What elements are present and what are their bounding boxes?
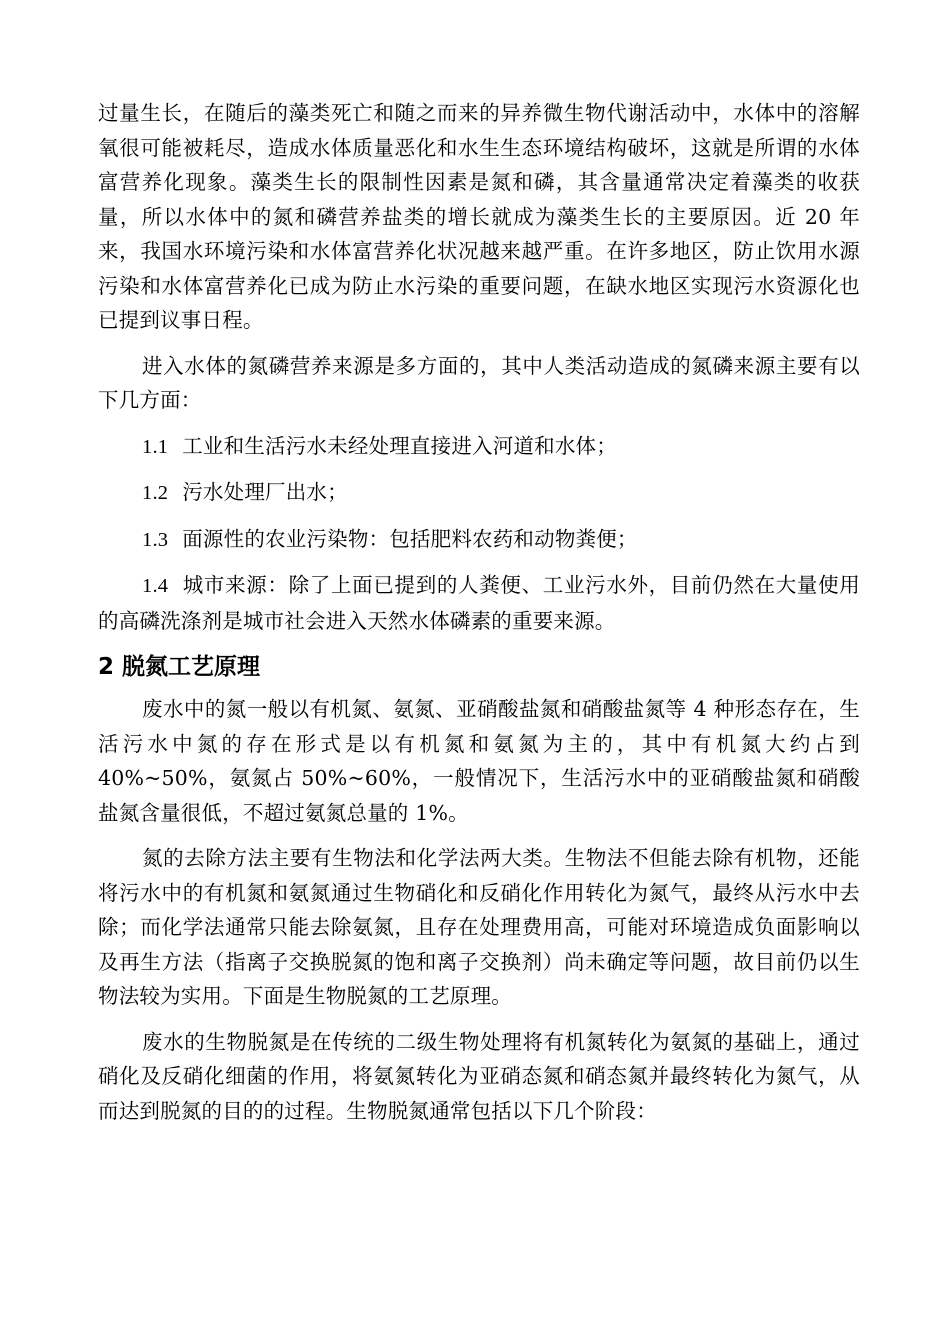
list-item-text: 面源性的农业污染物：包括肥料农药和动物粪便； — [182, 526, 638, 551]
list-item — [98, 522, 860, 558]
biological-denitrification-paragraph: 废水的生物脱氮是在传统的二级生物处理将有机氮转化为氨氮的基础上，通过硝化及反硝化细菌的作用，将氨氮转化为亚硝态氮和硝态氮并最终转化为氮气，从而达到脱氮的目的的过程。生物脱氮通常包括以下几个阶段： — [98, 1029, 860, 1123]
list-item-number: 1.2 — [142, 482, 169, 504]
nitrogen-forms-paragraph: 废水中的氮一般以有机氮、氨氮、亚硝酸盐氮和硝酸盐氮等 4 种形态存在，生活污水中氮的存在形式是以有机氮和氨氮为主的，其中有机氮大约占到 40%~50%，氨氮占 50%~60%，一般情况下，生活污水中的亚硝酸盐氮和硝酸盐氮含量很低，不超过氨氮总量的 1%。 — [98, 697, 860, 825]
document-page — [98, 96, 860, 1139]
list-item-text: 污水处理厂出水； — [182, 480, 348, 504]
list-item — [98, 568, 860, 638]
list-item-text: 工业和生活污水未经处理直接进入河道和水体； — [182, 433, 617, 458]
section-title: 脱氮工艺原理 — [122, 654, 261, 680]
list-item — [98, 475, 860, 511]
list-item — [98, 429, 860, 465]
removal-methods-paragraph: 氮的去除方法主要有生物法和化学法两大类。生物法不但能去除有机物，还能将污水中的有机氮和氨氮通过生物硝化和反硝化作用转化为氮气，最终从污水中去除；而化学法通常只能去除氨氮，且存在处理费用高，可能对环境造成负面影响以及再生方法（指离子交换脱氮的饱和离子交换剂）尚未确定等问题，故目前仍以生物法较为实用。下面是生物脱氮的工艺原理。 — [98, 846, 860, 1008]
list-item-number: 1.4 — [142, 575, 169, 597]
sources-list — [98, 429, 860, 639]
list-item-text: 城市来源：除了上面已提到的人粪便、工业污水外，目前仍然在大量使用的高磷洗涤剂是城市社会进入天然水体磷素的重要来源。 — [98, 573, 860, 633]
sources-intro-paragraph: 进入水体的氮磷营养来源是多方面的，其中人类活动造成的氮磷来源主要有以下几方面： — [98, 353, 860, 412]
intro-paragraph: 过量生长，在随后的藻类死亡和随之而来的异养微生物代谢活动中，水体中的溶解氧很可能被耗尽，造成水体质量恶化和水生生态环境结构破坏，这就是所谓的水体富营养化现象。藻类生长的限制性因素是氮和磷，其含量通常决定着藻类的收获量，所以水体中的氮和磷营养盐类的增长就成为藻类生长的主要原因。近 20 年来，我国水环境污染和水体富营养化状况越来越严重。在许多地区，防止饮用水源污染和水体富营养化已成为防止水污染的重要问题，在缺水地区实现污水资源化也已提到议事日程。 — [98, 101, 860, 332]
section-heading — [98, 650, 860, 684]
section-number: 2 — [98, 654, 115, 680]
list-item-number: 1.3 — [142, 528, 169, 551]
list-item-number: 1.1 — [142, 435, 169, 458]
